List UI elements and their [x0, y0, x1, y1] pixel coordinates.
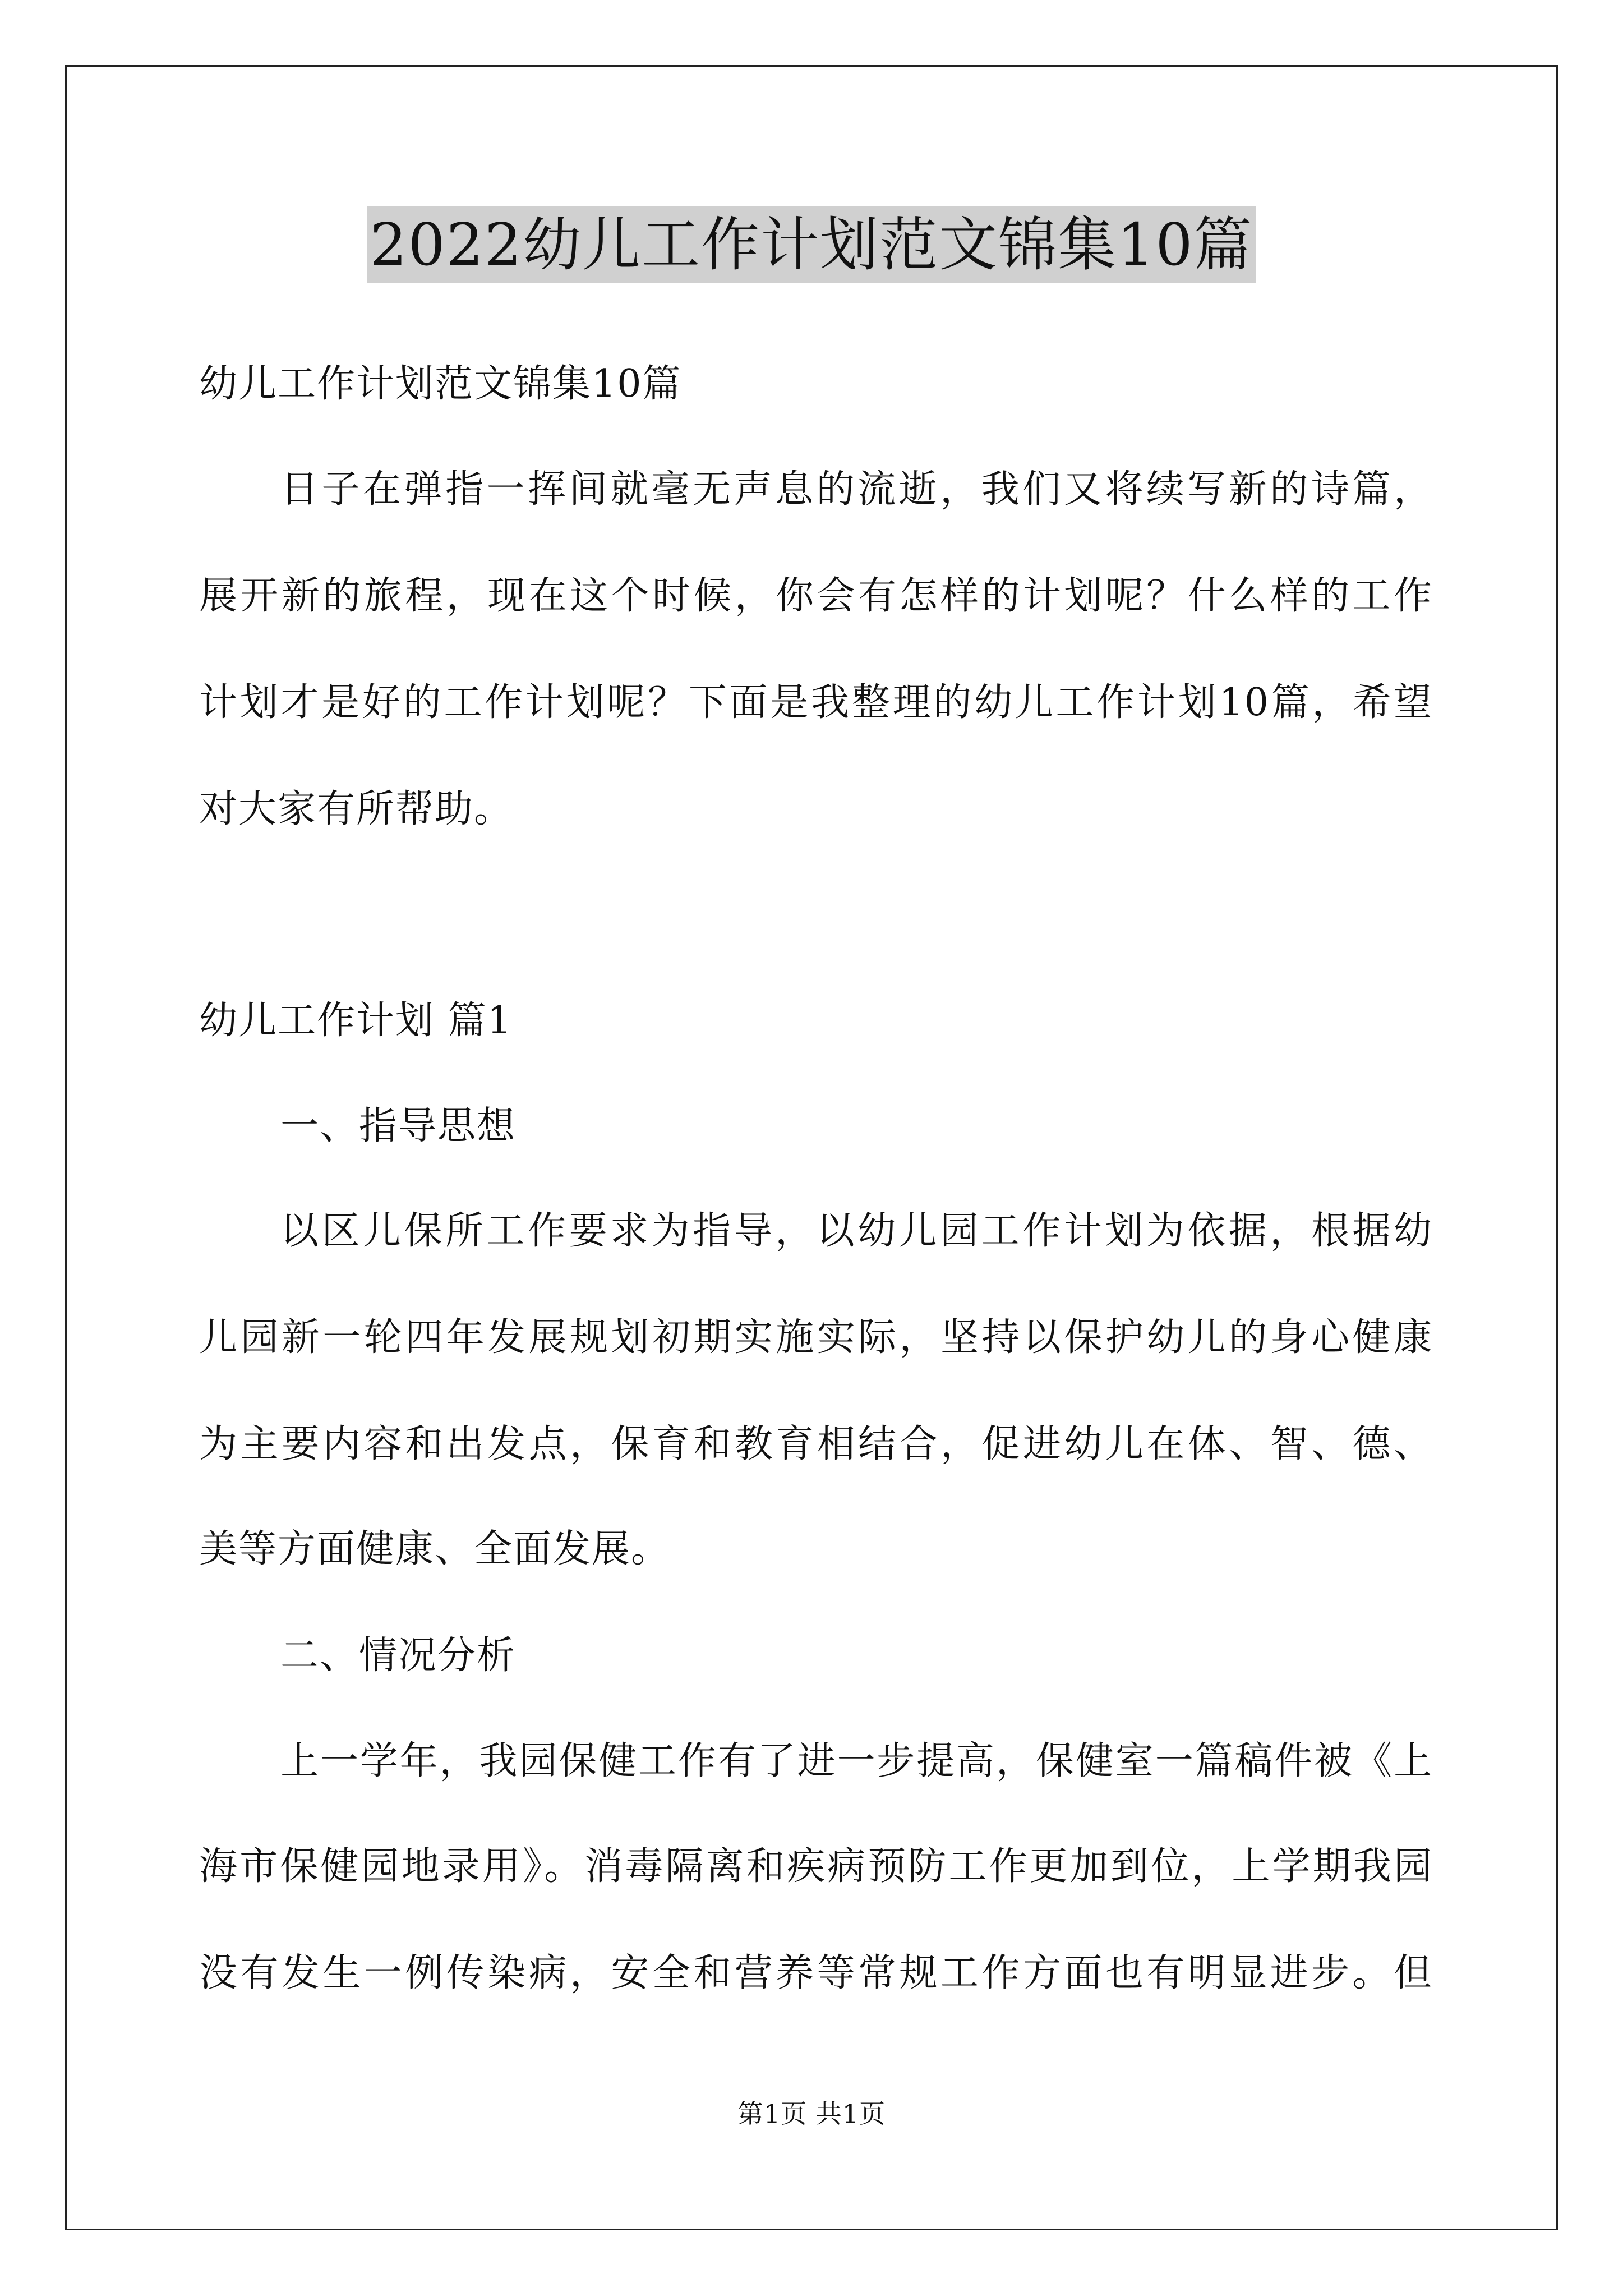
paragraph-line: 为主要内容和出发点，保育和教育相结合，促进幼儿在体、智、德、 [199, 1422, 1433, 1466]
paragraph-line: 以区儿保所工作要求为指导，以幼儿园工作计划为依据，根据幼 [280, 1209, 1433, 1253]
page-footer: 第1页 共1页 [737, 2099, 886, 2129]
paragraph-line: 海市保健园地录用》。消毒隔离和疾病预防工作更加到位，上学期我园 [199, 1844, 1433, 1889]
paragraph-line: 美等方面健康、全面发展。 [199, 1527, 671, 1571]
intro-line: 计划才是好的工作计划呢？下面是我整理的幼儿工作计划10篇，希望 [199, 680, 1433, 725]
paragraph-line: 上一学年，我园保健工作有了进一步提高，保健室一篇稿件被《上 [280, 1739, 1433, 1783]
heading-situation-analysis: 二、情况分析 [280, 1634, 517, 1678]
document-title: 2022幼儿工作计划范文锦集10篇 [367, 206, 1255, 283]
document-subtitle: 幼儿工作计划范文锦集10篇 [199, 362, 682, 406]
paragraph-line: 儿园新一轮四年发展规划初期实施实际，坚持以保护幼儿的身心健康 [199, 1315, 1433, 1360]
title-block [0, 206, 1623, 283]
intro-line: 日子在弹指一挥间就毫无声息的流逝，我们又将续写新的诗篇， [280, 467, 1433, 512]
paragraph-line: 没有发生一例传染病，安全和营养等常规工作方面也有明显进步。但 [199, 1951, 1433, 1995]
intro-line: 展开新的旅程，现在这个时候，你会有怎样的计划呢？什么样的工作 [199, 574, 1433, 618]
intro-line: 对大家有所帮助。 [199, 787, 514, 831]
section-heading: 幼儿工作计划 篇1 [199, 999, 513, 1043]
heading-guiding-thought: 一、指导思想 [280, 1104, 517, 1148]
